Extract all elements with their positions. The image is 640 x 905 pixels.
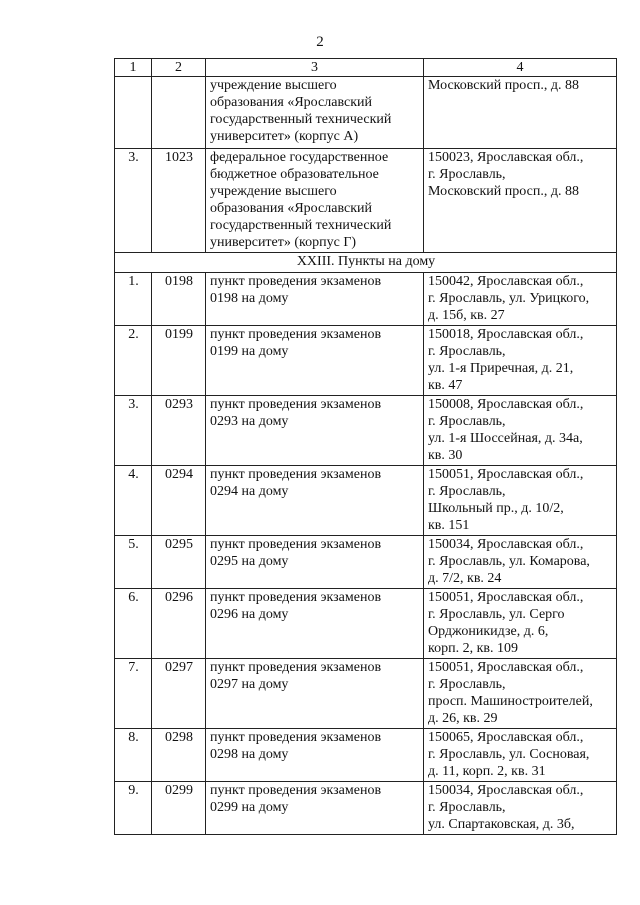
name-line: пункт проведения экзаменов — [210, 537, 382, 552]
point-code: 0293 — [152, 396, 206, 466]
name-line: государственный технический — [210, 112, 392, 127]
point-address — [424, 466, 617, 536]
name-line: образования «Ярославский — [210, 201, 372, 216]
point-code: 0296 — [152, 589, 206, 659]
column-number-4: 4 — [424, 59, 617, 77]
address-line: ул. 1-я Приречная, д. 21, — [428, 361, 574, 376]
name-line: 0298 на дому — [210, 747, 289, 762]
point-name — [206, 273, 424, 326]
address-line: г. Ярославль, ул. Сосновая, — [428, 747, 590, 762]
address-line: д. 7/2, кв. 24 — [428, 571, 502, 586]
address-line: д. 26, кв. 29 — [428, 711, 498, 726]
table-row — [115, 659, 617, 729]
row-number — [115, 77, 152, 149]
point-address — [424, 782, 617, 835]
continued-row — [115, 77, 617, 149]
address-line: г. Ярославль, — [428, 414, 506, 429]
point-code: 0295 — [152, 536, 206, 589]
row-number: 2. — [115, 326, 152, 396]
address-line: г. Ярославль, — [428, 677, 506, 692]
address-line: 150023, Ярославская обл., — [428, 150, 584, 165]
table-row — [115, 396, 617, 466]
point-code: 0294 — [152, 466, 206, 536]
point-name — [206, 396, 424, 466]
point-code: 0199 — [152, 326, 206, 396]
row-number: 3. — [115, 396, 152, 466]
name-line: 0295 на дому — [210, 554, 289, 569]
row-number: 7. — [115, 659, 152, 729]
point-code: 0198 — [152, 273, 206, 326]
point-name — [206, 536, 424, 589]
name-line: 0198 на дому — [210, 291, 289, 306]
point-name — [206, 659, 424, 729]
point-address — [424, 589, 617, 659]
point-name — [206, 466, 424, 536]
address-line: 150034, Ярославская обл., — [428, 783, 584, 798]
name-line: учреждение высшего — [210, 184, 337, 199]
name-line: образования «Ярославский — [210, 95, 372, 110]
name-line: пункт проведения экзаменов — [210, 730, 382, 745]
point-code: 0297 — [152, 659, 206, 729]
address-line: кв. 47 — [428, 378, 463, 393]
address-line: ул. 1-я Шоссейная, д. 34а, — [428, 431, 583, 446]
address-line: Школьный пр., д. 10/2, — [428, 501, 564, 516]
name-line: 0199 на дому — [210, 344, 289, 359]
page-number: 2 — [316, 34, 324, 50]
address-line: кв. 30 — [428, 448, 463, 463]
name-line: 0299 на дому — [210, 800, 289, 815]
address-line: г. Ярославль, — [428, 167, 506, 182]
name-line: государственный технический — [210, 218, 392, 233]
row-number: 4. — [115, 466, 152, 536]
row-number: 9. — [115, 782, 152, 835]
point-address — [424, 273, 617, 326]
address-line: 150051, Ярославская обл., — [428, 590, 584, 605]
address-line: г. Ярославль, ул. Комарова, — [428, 554, 590, 569]
row-number: 5. — [115, 536, 152, 589]
name-line: пункт проведения экзаменов — [210, 660, 382, 675]
row-number: 8. — [115, 729, 152, 782]
point-code: 0299 — [152, 782, 206, 835]
table-row — [115, 782, 617, 835]
exam-points-table — [114, 58, 617, 835]
row-number: 1. — [115, 273, 152, 326]
table-row — [115, 589, 617, 659]
point-name — [206, 782, 424, 835]
table-row — [115, 466, 617, 536]
name-line: бюджетное образовательное — [210, 167, 379, 182]
point-code — [152, 77, 206, 149]
address-line: 150008, Ярославская обл., — [428, 397, 584, 412]
table-row — [115, 326, 617, 396]
name-line: 0294 на дому — [210, 484, 289, 499]
table-row — [115, 729, 617, 782]
name-line: пункт проведения экзаменов — [210, 327, 382, 342]
column-number-1: 1 — [115, 59, 152, 77]
name-line: 0293 на дому — [210, 414, 289, 429]
name-line: пункт проведения экзаменов — [210, 467, 382, 482]
point-address — [424, 659, 617, 729]
address-line: д. 11, корп. 2, кв. 31 — [428, 764, 546, 779]
point-address — [424, 326, 617, 396]
name-line: пункт проведения экзаменов — [210, 783, 382, 798]
point-address — [424, 536, 617, 589]
address-line: 150034, Ярославская обл., — [428, 537, 584, 552]
name-line: 0297 на дому — [210, 677, 289, 692]
address-line: 150018, Ярославская обл., — [428, 327, 584, 342]
column-number-3: 3 — [206, 59, 424, 77]
address-line: корп. 2, кв. 109 — [428, 641, 518, 656]
point-name — [206, 149, 424, 253]
point-name — [206, 77, 424, 149]
address-line: просп. Машиностроителей, — [428, 694, 593, 709]
name-line: пункт проведения экзаменов — [210, 590, 382, 605]
row-number: 3. — [115, 149, 152, 253]
point-address — [424, 149, 617, 253]
address-line: г. Ярославль, ул. Урицкого, — [428, 291, 590, 306]
row-number: 6. — [115, 589, 152, 659]
name-line: университет» (корпус А) — [210, 129, 359, 144]
address-line: Орджоникидзе, д. 6, — [428, 624, 549, 639]
address-line: кв. 151 — [428, 518, 470, 533]
name-line: университет» (корпус Г) — [210, 235, 357, 250]
name-line: учреждение высшего — [210, 78, 337, 93]
column-number-2: 2 — [152, 59, 206, 77]
table-row — [115, 536, 617, 589]
name-line: пункт проведения экзаменов — [210, 274, 382, 289]
point-name — [206, 729, 424, 782]
point-name — [206, 589, 424, 659]
address-line: 150051, Ярославская обл., — [428, 467, 584, 482]
address-line: д. 15б, кв. 27 — [428, 308, 505, 323]
point-address — [424, 77, 617, 149]
address-line: Московский просп., д. 88 — [428, 184, 579, 199]
name-line: пункт проведения экзаменов — [210, 397, 382, 412]
address-line: г. Ярославль, — [428, 344, 506, 359]
address-line: г. Ярославль, ул. Серго — [428, 607, 565, 622]
point-address — [424, 729, 617, 782]
name-line: 0296 на дому — [210, 607, 289, 622]
point-address — [424, 396, 617, 466]
address-line: 150051, Ярославская обл., — [428, 660, 584, 675]
table-row — [115, 149, 617, 253]
section-title: XXIII. Пункты на дому — [115, 253, 617, 273]
column-number-row — [115, 59, 617, 77]
point-code: 1023 — [152, 149, 206, 253]
name-line: федеральное государственное — [210, 150, 389, 165]
address-line: ул. Спартаковская, д. 3б, — [428, 817, 575, 832]
address-line: г. Ярославль, — [428, 484, 506, 499]
table-row — [115, 273, 617, 326]
address-line: 150042, Ярославская обл., — [428, 274, 584, 289]
address-line: г. Ярославль, — [428, 800, 506, 815]
point-name — [206, 326, 424, 396]
address-line: 150065, Ярославская обл., — [428, 730, 584, 745]
point-code: 0298 — [152, 729, 206, 782]
address-line: Московский просп., д. 88 — [428, 78, 579, 93]
section-row — [115, 253, 617, 273]
